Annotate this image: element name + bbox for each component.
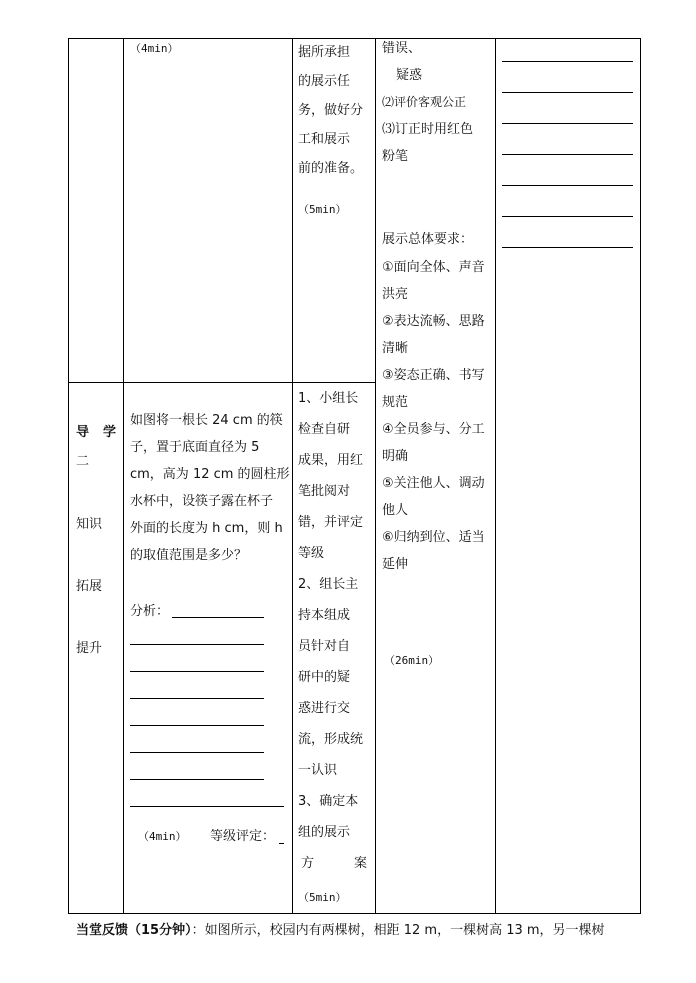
note-line[interactable] bbox=[502, 123, 633, 124]
col2-line: 笔批阅对 bbox=[298, 484, 351, 499]
requirement-item: 规范 bbox=[382, 395, 409, 410]
requirement-item: ④全员参与、分工 bbox=[382, 422, 485, 437]
feedback-label: 当堂反馈（15分钟） bbox=[76, 923, 192, 938]
table-right-border bbox=[640, 38, 641, 914]
answer-blank-line[interactable] bbox=[130, 698, 264, 699]
col2-line: 一认识 bbox=[298, 763, 338, 778]
col2-line: 惑进行交 bbox=[298, 701, 351, 716]
col2-line: 据所承担 bbox=[298, 45, 351, 60]
requirement-item: ⑥归纳到位、适当 bbox=[382, 530, 485, 545]
answer-blank-line[interactable] bbox=[130, 725, 264, 726]
problem-line: 子，置于底面直径为 5 bbox=[130, 440, 260, 455]
col2-line: 员针对自 bbox=[298, 639, 351, 654]
table-left-border bbox=[68, 38, 69, 914]
table-col-divider-4 bbox=[495, 38, 496, 914]
table-col-divider-1 bbox=[123, 38, 124, 914]
requirements-title: 展示总体要求： bbox=[382, 232, 474, 247]
note-line[interactable] bbox=[502, 216, 633, 217]
col2-line: 等级 bbox=[298, 546, 325, 561]
requirement-item: 洪亮 bbox=[382, 287, 409, 302]
note-line[interactable] bbox=[502, 247, 633, 248]
requirement-item: ③姿态正确、书写 bbox=[382, 368, 485, 383]
col3-line: ⑶订正时用红色 bbox=[382, 122, 474, 137]
analysis-label: 分析： bbox=[130, 604, 170, 619]
note-line[interactable] bbox=[502, 61, 633, 62]
col2-top-time: （5min） bbox=[298, 203, 347, 216]
answer-blank-line[interactable] bbox=[130, 779, 264, 780]
answer-blank-line[interactable] bbox=[130, 806, 284, 807]
col2-line: 流，形成统 bbox=[298, 732, 364, 747]
section-label-xue: 学 bbox=[103, 425, 117, 440]
col2-line: 2、组长主 bbox=[298, 577, 359, 592]
col2-line: 成果，用红 bbox=[298, 453, 364, 468]
note-line[interactable] bbox=[502, 154, 633, 155]
col1-top-time: （4min） bbox=[130, 42, 179, 55]
grade-blank-line[interactable] bbox=[279, 843, 284, 844]
grade-label: 等级评定： bbox=[210, 829, 276, 844]
col2-line: 检查自研 bbox=[298, 422, 351, 437]
table-row-divider bbox=[68, 382, 375, 383]
note-line[interactable] bbox=[502, 92, 633, 93]
note-line[interactable] bbox=[502, 185, 633, 186]
answer-blank-line[interactable] bbox=[130, 644, 264, 645]
table-bottom-border bbox=[68, 913, 641, 914]
col2-last-line bbox=[301, 849, 367, 878]
feedback-line bbox=[76, 916, 605, 945]
section-label-zhishi: 知识 bbox=[76, 517, 103, 532]
col2-line: 研中的疑 bbox=[298, 670, 351, 685]
col2-line: 3、确定本 bbox=[298, 794, 359, 809]
col2-line: 工和展示 bbox=[298, 132, 351, 147]
col3-line: 疑惑 bbox=[396, 68, 423, 83]
table-col-divider-2 bbox=[292, 38, 293, 914]
requirement-item: 他人 bbox=[382, 503, 409, 518]
answer-blank-line[interactable] bbox=[172, 617, 264, 618]
table-col-divider-3 bbox=[375, 38, 376, 914]
col2-line: 的展示任 bbox=[298, 74, 351, 89]
section-label-tisheng: 提升 bbox=[76, 641, 103, 656]
problem-line: cm，高为 12 cm 的圆柱形 bbox=[130, 467, 290, 482]
col2-bottom-time: （5min） bbox=[298, 891, 347, 904]
col2-line: 1、小组长 bbox=[298, 391, 359, 406]
requirement-item: ①面向全体、声音 bbox=[382, 260, 485, 275]
section-label-er: 二 bbox=[76, 454, 90, 469]
problem-line: 的取值范围是多少？ bbox=[130, 548, 248, 563]
col2-last-word-a: 方 bbox=[301, 856, 315, 871]
col2-last-word-b: 案 bbox=[353, 856, 367, 871]
col1-bottom-time: （4min） bbox=[138, 830, 187, 843]
section-label-tuozhan: 拓展 bbox=[76, 579, 103, 594]
col3-time: （26min） bbox=[384, 654, 440, 667]
answer-blank-line[interactable] bbox=[130, 752, 264, 753]
requirement-item: 清晰 bbox=[382, 341, 409, 356]
col2-line: 组的展示 bbox=[298, 825, 351, 840]
col3-line: ⑵评价客观公正 bbox=[382, 95, 467, 109]
problem-line: 外面的长度为 h cm，则 h bbox=[130, 521, 283, 536]
problem-line: 如图将一根长 24 cm 的筷 bbox=[130, 413, 283, 428]
col2-line: 持本组成 bbox=[298, 608, 351, 623]
col2-line: 务，做好分 bbox=[298, 103, 364, 118]
section-label-dao: 导 bbox=[76, 425, 90, 440]
col2-line: 前的准备。 bbox=[298, 161, 364, 176]
requirement-item: 明确 bbox=[382, 449, 409, 464]
problem-line: 水杯中，设筷子露在杯子 bbox=[130, 494, 274, 509]
requirement-item: ⑤关注他人、调动 bbox=[382, 476, 485, 491]
feedback-text: ：如图所示，校园内有两棵树，相距 12 m，一棵树高 13 m，另一棵树 bbox=[191, 923, 605, 938]
requirement-item: ②表达流畅、思路 bbox=[382, 314, 485, 329]
col3-line: 错误、 bbox=[382, 41, 422, 56]
requirement-item: 延伸 bbox=[382, 557, 409, 572]
answer-blank-line[interactable] bbox=[130, 671, 264, 672]
col3-line: 粉笔 bbox=[382, 149, 409, 164]
col2-line: 错，并评定 bbox=[298, 515, 364, 530]
